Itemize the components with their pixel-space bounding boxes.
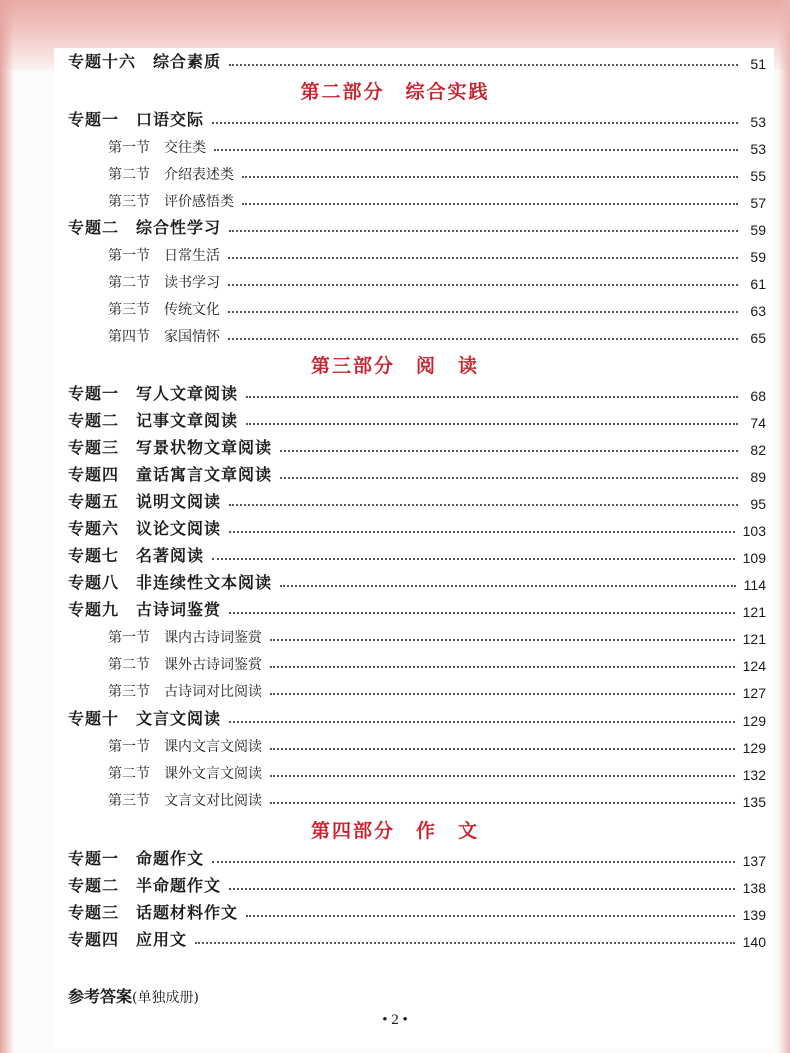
dot-leader	[246, 395, 738, 398]
toc-page-number: 139	[742, 907, 766, 923]
toc-section-row	[108, 187, 766, 211]
dot-leader	[229, 611, 735, 614]
toc-section-row	[108, 623, 766, 647]
toc-page-number: 74	[750, 415, 766, 431]
toc-entry-label: 专题十六 综合素质	[68, 52, 222, 71]
toc-page-number: 59	[750, 249, 766, 265]
toc-entry-label: 第三节 古诗词对比阅读	[108, 684, 262, 700]
toc-entry-label: 专题三 话题材料作文	[68, 903, 239, 922]
toc-entry-label: 第二节 介绍表述类	[108, 167, 234, 183]
dot-leader	[280, 584, 736, 587]
toc-section-row	[108, 677, 766, 701]
dot-leader	[212, 121, 738, 124]
toc-topic-row	[68, 926, 766, 950]
toc-topic-row	[68, 214, 766, 238]
toc-page-number: 129	[742, 740, 766, 756]
answer-key-entry	[68, 984, 199, 1007]
toc-entry-label: 专题一 口语交际	[68, 110, 205, 129]
dot-leader	[280, 449, 738, 452]
toc-entry-label: 专题一 写人文章阅读	[68, 384, 239, 403]
toc-section-row	[108, 160, 766, 184]
dot-leader	[270, 801, 735, 804]
toc-topic-row	[68, 461, 766, 485]
toc-page-number: 121	[742, 631, 766, 647]
answer-key-title: 参考答案	[68, 987, 133, 1006]
toc-entry-label: 专题四 童话寓言文章阅读	[68, 465, 273, 484]
toc-page-number: 57	[750, 195, 766, 211]
dot-leader	[228, 310, 738, 313]
toc-topic-row	[68, 569, 766, 593]
toc-page-number: 132	[742, 767, 766, 783]
toc-page-number: 63	[750, 303, 766, 319]
toc-topic-row	[68, 542, 766, 566]
toc-page-number: 61	[750, 276, 766, 292]
page-number: • 2 •	[382, 1012, 408, 1028]
toc-entry-label: 专题二 记事文章阅读	[68, 411, 239, 430]
toc-topic-row	[68, 380, 766, 404]
toc-entry-label: 第三节 传统文化	[108, 302, 220, 318]
toc-page-number: 138	[742, 880, 766, 896]
dot-leader	[270, 638, 735, 641]
toc-entry-label: 专题四 应用文	[68, 930, 188, 949]
toc-page-number: 53	[750, 114, 766, 130]
toc-entry-label: 专题二 半命题作文	[68, 876, 222, 895]
toc-topic-row	[68, 845, 766, 869]
dot-leader	[229, 887, 735, 890]
part-heading: 第四部分 作 文	[310, 820, 479, 842]
toc-page-number: 53	[750, 141, 766, 157]
dot-leader	[228, 256, 738, 259]
toc-section-row	[108, 241, 766, 265]
answer-key-note: (单独成册)	[132, 990, 199, 1006]
dot-leader	[212, 860, 735, 863]
toc-entry-label: 第四节 家国情怀	[108, 329, 220, 345]
toc-page-number: 65	[750, 330, 766, 346]
toc-page-number: 114	[743, 577, 766, 593]
part-heading: 第二部分 综合实践	[300, 81, 490, 103]
toc-page-number: 82	[750, 442, 766, 458]
toc-section-row	[108, 268, 766, 292]
toc-entry-label: 第二节 读书学习	[108, 275, 220, 291]
dot-leader	[270, 774, 735, 777]
part-heading: 第三部分 阅 读	[310, 355, 479, 377]
toc-page-number: 55	[750, 168, 766, 184]
toc-section-row	[108, 650, 766, 674]
toc-page-number: 135	[742, 794, 766, 810]
dot-leader	[212, 557, 735, 560]
dot-leader	[228, 337, 738, 340]
toc-page-number: 129	[742, 713, 766, 729]
dot-leader	[228, 283, 738, 286]
toc-entry-label: 专题三 写景状物文章阅读	[68, 438, 273, 457]
dot-leader	[270, 747, 735, 750]
toc-topic-row	[68, 899, 766, 923]
toc-entry-label: 第二节 课外古诗词鉴赏	[108, 657, 262, 673]
dot-leader	[242, 202, 738, 205]
toc-page-number: 68	[750, 388, 766, 404]
toc-topic-row	[68, 705, 766, 729]
toc-page-number: 51	[750, 56, 766, 72]
toc-topic-row	[68, 106, 766, 130]
dot-leader	[195, 941, 735, 944]
toc-page-number: 109	[742, 550, 766, 566]
dot-leader	[280, 476, 738, 479]
toc-section-row	[108, 732, 766, 756]
toc-entry-label: 专题八 非连续性文本阅读	[68, 573, 273, 592]
toc-entry-label: 专题二 综合性学习	[68, 218, 222, 237]
toc-entry-label: 专题七 名著阅读	[68, 546, 205, 565]
toc-topic-row	[68, 407, 766, 431]
toc-entry-label: 第一节 交往类	[108, 140, 206, 156]
toc-entry-label: 第三节 文言文对比阅读	[108, 793, 262, 809]
toc-page-number: 127	[742, 685, 766, 701]
dot-leader	[229, 720, 735, 723]
toc-page-number: 95	[750, 496, 766, 512]
toc-section-row	[108, 295, 766, 319]
dot-leader	[229, 530, 735, 533]
toc-section-row	[108, 133, 766, 157]
toc-page-number: 121	[742, 604, 766, 620]
toc-entry-label: 专题六 议论文阅读	[68, 519, 222, 538]
toc-entry-label: 第一节 日常生活	[108, 248, 220, 264]
toc-entry-label: 第三节 评价感悟类	[108, 194, 234, 210]
dot-leader	[229, 63, 738, 66]
toc-page-number: 124	[742, 658, 766, 674]
toc-section-row	[108, 759, 766, 783]
dot-leader	[214, 148, 738, 151]
toc-page-number: 59	[750, 222, 766, 238]
toc-entry-label: 专题五 说明文阅读	[68, 492, 222, 511]
toc-entry-label: 专题一 命题作文	[68, 849, 205, 868]
dot-leader	[229, 503, 738, 506]
dot-leader	[246, 422, 738, 425]
toc-page-number: 89	[750, 469, 766, 485]
toc-topic-row	[68, 488, 766, 512]
dot-leader	[246, 914, 735, 917]
toc-topic-row	[68, 872, 766, 896]
toc-page-number: 103	[742, 523, 766, 539]
toc-entry-label: 第一节 课内文言文阅读	[108, 739, 262, 755]
dot-leader	[229, 229, 738, 232]
toc-entry-label: 专题十 文言文阅读	[68, 709, 222, 728]
toc-entry-label: 第二节 课外文言文阅读	[108, 766, 262, 782]
toc-page-number: 140	[742, 934, 766, 950]
toc-topic-row	[68, 434, 766, 458]
toc-section-row	[108, 322, 766, 346]
dot-leader	[242, 175, 738, 178]
toc-topic-row	[68, 596, 766, 620]
toc-page-number: 137	[742, 853, 766, 869]
toc-entry-label: 第一节 课内古诗词鉴赏	[108, 630, 262, 646]
toc-topic-row	[68, 515, 766, 539]
toc-topic-row	[68, 48, 766, 72]
toc-entry-label: 专题九 古诗词鉴赏	[68, 600, 222, 619]
dot-leader	[270, 692, 735, 695]
toc-section-row	[108, 786, 766, 810]
dot-leader	[270, 665, 735, 668]
